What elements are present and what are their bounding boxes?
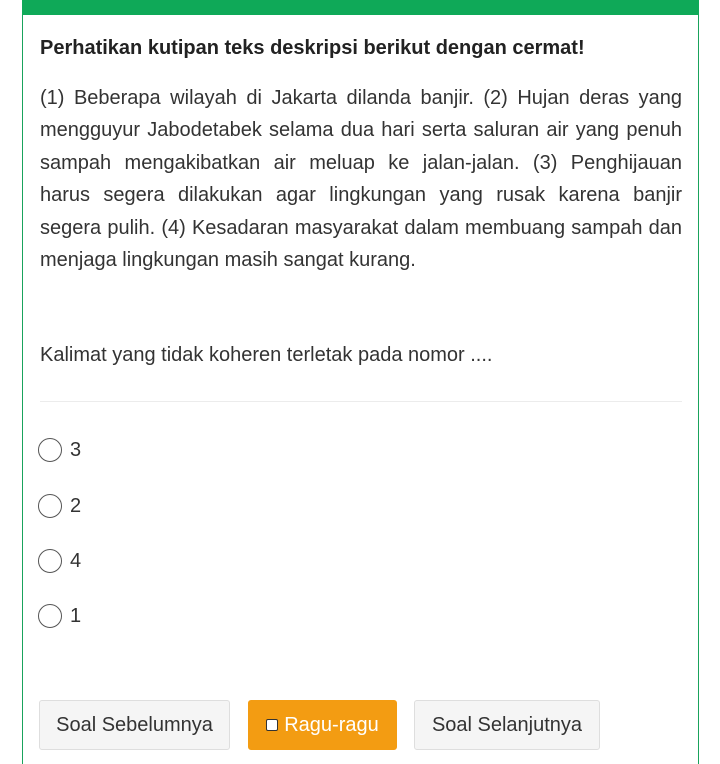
doubt-button-label: Ragu-ragu [284, 713, 379, 736]
radio-button[interactable] [38, 549, 62, 573]
doubt-checkbox-icon[interactable] [266, 719, 278, 731]
doubt-button[interactable] [248, 700, 397, 750]
next-button-label: Soal Selanjutnya [431, 713, 583, 736]
option-label: 3 [70, 439, 82, 461]
radio-button[interactable] [38, 604, 62, 628]
previous-question-button[interactable] [39, 700, 230, 750]
option-label: 2 [70, 495, 82, 517]
radio-button[interactable] [38, 494, 62, 518]
question-title: Perhatikan kutipan teks deskripsi berikut dengan cermat! [40, 37, 585, 59]
radio-button[interactable] [38, 438, 62, 462]
answer-option-d[interactable] [38, 602, 238, 630]
question-prompt: Kalimat yang tidak koheren terletak pada nomor .... [40, 344, 493, 366]
previous-button-label: Soal Sebelumnya [56, 713, 213, 736]
answer-option-a[interactable] [38, 436, 238, 464]
question-passage: (1) Beberapa wilayah di Jakarta dilanda banjir. (2) Hujan deras yang mengguyur Jabodetabek selama dua hari serta saluran air yang penuh sampah mengakibatkan air meluap ke jalan-jalan. (3) Penghijauan harus segera dilakukan agar lingkungan yang rusak karena banjir segera pulih. (4) Kesadaran masyarakat dalam membuang sampah dan menjaga lingkungan masih sangat kurang. [40, 87, 682, 272]
option-label: 4 [70, 550, 82, 572]
card-header-bar [22, 0, 699, 15]
next-question-button[interactable] [414, 700, 600, 750]
divider [40, 401, 682, 402]
option-label: 1 [70, 605, 82, 627]
answer-option-c[interactable] [38, 547, 238, 575]
answer-option-b[interactable] [38, 492, 238, 520]
